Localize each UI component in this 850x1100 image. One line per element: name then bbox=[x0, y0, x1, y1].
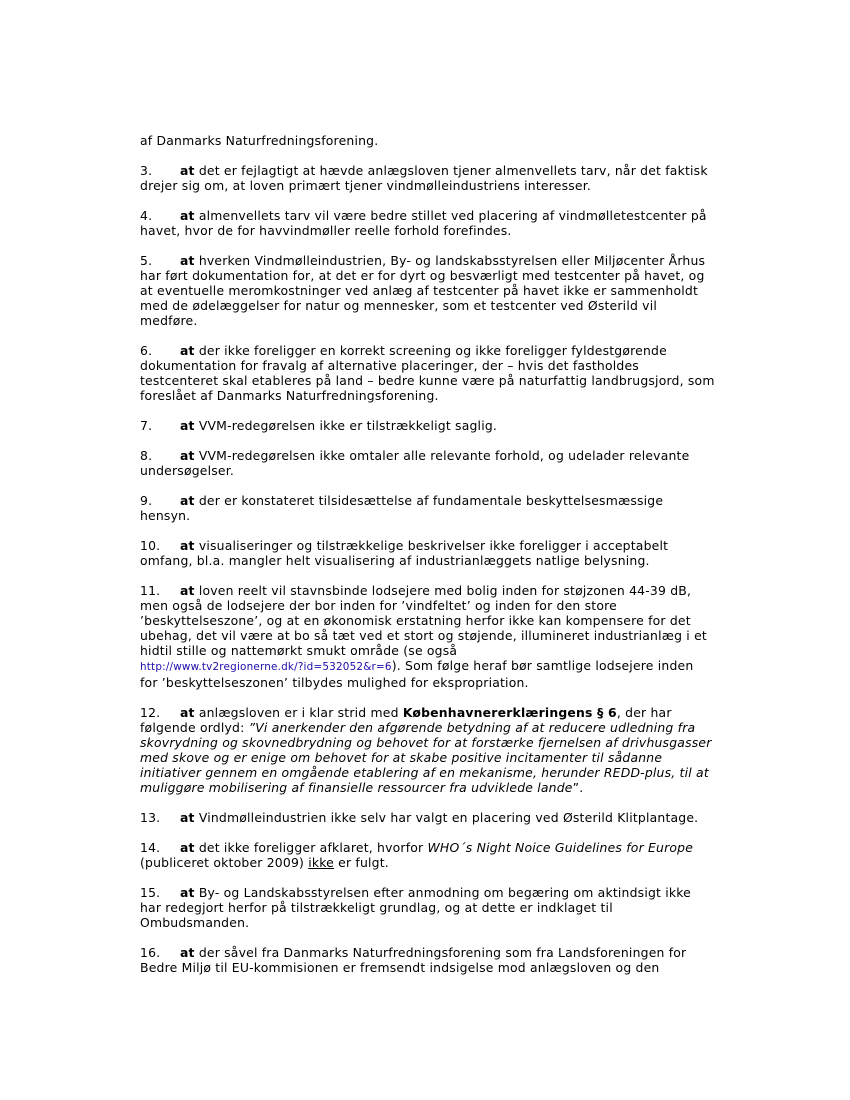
item-text-continued: ). Som følge heraf bør samtlige lodsejere inden for ’beskyttelseszonen’ tilbydes mulighed for ekspropriation. bbox=[140, 658, 694, 690]
list-item bbox=[140, 583, 715, 690]
item-number: 10. bbox=[140, 538, 161, 553]
list-item bbox=[140, 493, 715, 523]
quote-end: ”. bbox=[572, 780, 584, 795]
emphasis-ikke: ikke bbox=[308, 855, 334, 870]
item-number: 12. bbox=[140, 705, 161, 720]
item-text: der ikke foreligger en korrekt screening og ikke foreligger fyldestgørende dokumentation for fravalg af alternative placeringer, der – hvis det fastholdes testcenteret skal etableres på land – bedre kunne være på naturfattig landbrugsjord, som foreslået af Danmarks Naturfredningsforening. bbox=[140, 343, 715, 403]
item-keyword: at bbox=[180, 163, 195, 178]
item-text: der er konstateret tilsidesættelse af fundamentale beskyttelsesmæssige hensyn. bbox=[140, 493, 664, 523]
item-number: 9. bbox=[140, 493, 153, 508]
item-text: visualiseringer og tilstrækkelige beskrivelser ikke foreligger i acceptabelt omfang, bl.a. mangler helt visualisering af industrianlæggets natlige belysning. bbox=[140, 538, 669, 568]
list-item bbox=[140, 885, 715, 930]
list-item bbox=[140, 418, 715, 433]
item-keyword: at bbox=[180, 945, 195, 960]
list-item bbox=[140, 705, 715, 795]
list-item bbox=[140, 448, 715, 478]
item-number: 8. bbox=[140, 448, 153, 463]
item-keyword: at bbox=[180, 418, 195, 433]
declaration-reference: Københavnererklæringens § 6 bbox=[402, 705, 617, 720]
item-keyword: at bbox=[180, 253, 195, 268]
list-item bbox=[140, 253, 715, 328]
list-item bbox=[140, 810, 715, 825]
item-keyword: at bbox=[180, 538, 195, 553]
item-keyword: at bbox=[180, 583, 195, 598]
list-item bbox=[140, 163, 715, 193]
item-keyword: at bbox=[180, 493, 195, 508]
list-item bbox=[140, 945, 715, 975]
item-text: VVM-redegørelsen ikke omtaler alle relevante forhold, og udelader relevante undersøgelser. bbox=[140, 448, 690, 478]
item-number: 14. bbox=[140, 840, 161, 855]
list-item bbox=[140, 208, 715, 238]
item-number: 16. bbox=[140, 945, 161, 960]
item-keyword: at bbox=[180, 840, 195, 855]
item-number: 5. bbox=[140, 253, 153, 268]
item-text: VVM-redegørelsen ikke er tilstrækkeligt saglig. bbox=[198, 418, 498, 433]
item-text: der såvel fra Danmarks Naturfredningsforening som fra Landsforeningen for Bedre Miljø til EU-kommisionen er fremsendt indsigelse mod anlægsloven og den bbox=[140, 945, 687, 975]
list-item bbox=[140, 343, 715, 403]
tv2-link[interactable]: http://www.tv2regionerne.dk/?id=532052&r=6 bbox=[140, 661, 392, 673]
item-number: 4. bbox=[140, 208, 153, 223]
item-keyword: at bbox=[180, 448, 195, 463]
item-keyword: at bbox=[180, 208, 195, 223]
item-text-end: er fulgt. bbox=[338, 855, 389, 870]
item-number: 13. bbox=[140, 810, 161, 825]
item-text: loven reelt vil stavnsbinde lodsejere med bolig inden for støjzonen 44-39 dB, men også de lodsejere der bor inden for ’vindfeltet’ og inden for den store ’beskyttelseszone’, og at en økonomisk erstatning herfor ikke kan kompensere for det ubehag, det vil være at bo så tæt ved et stort og støjende, illumineret industrianlæg i et hidtil stille og nattemørkt smukt område (se også bbox=[140, 583, 707, 658]
item-number: 7. bbox=[140, 418, 153, 433]
item-text-continued: , der har følgende ordlyd: bbox=[140, 705, 672, 735]
item-number: 3. bbox=[140, 163, 153, 178]
item-text: det ikke foreligger afklaret, hvorfor bbox=[198, 840, 424, 855]
item-keyword: at bbox=[180, 810, 195, 825]
item-text: Vindmølleindustrien ikke selv har valgt en placering ved Østerild Klitplantage. bbox=[198, 810, 699, 825]
document-body bbox=[140, 133, 715, 990]
item-text: anlægsloven er i klar strid med bbox=[198, 705, 399, 720]
item-keyword: at bbox=[180, 705, 195, 720]
intro-text: af Danmarks Naturfredningsforening. bbox=[140, 133, 379, 148]
list-item bbox=[140, 538, 715, 568]
publication-note: (publiceret oktober 2009) bbox=[140, 855, 305, 870]
item-keyword: at bbox=[180, 343, 195, 358]
item-text: det er fejlagtigt at hævde anlægsloven tjener almenvellets tarv, når det faktisk drejer sig om, at loven primært tjener vindmølleindustriens interesser. bbox=[140, 163, 708, 193]
intro-paragraph bbox=[140, 133, 715, 148]
declaration-quote: ”Vi anerkender den afgørende betydning af at reducere udledning fra skovrydning og skovnedbrydning og behovet for at forstærke fjernelsen af drivhusgasser med skove og er enige om behovet for at skabe positive incitamenter til sådanne initiativer gennem en omgående etablering af en mekanisme, herunder REDD-plus, til at muliggøre mobilisering af finansielle ressourcer fra udviklede lande bbox=[140, 720, 712, 795]
guidelines-title: WHO´s Night Noice Guidelines for Europe bbox=[427, 840, 694, 855]
list-item bbox=[140, 840, 715, 870]
item-number: 11. bbox=[140, 583, 161, 598]
item-number: 6. bbox=[140, 343, 153, 358]
item-text: By- og Landskabsstyrelsen efter anmodning om begæring om aktindsigt ikke har redegjort herfor på tilstrækkeligt grundlag, og at dette er indklaget til Ombudsmanden. bbox=[140, 885, 691, 930]
item-text: hverken Vindmølleindustrien, By- og landskabsstyrelsen eller Miljøcenter Århus har ført dokumentation for, at det er for dyrt og besværligt med testcenter på havet, og at eventuelle meromkostninger ved anlæg af testcenter på havet ikke er sammenholdt med de ødelæggelser for natur og mennesker, som et testcenter ved Østerild vil medføre. bbox=[140, 253, 706, 328]
item-text: almenvellets tarv vil være bedre stillet ved placering af vindmølletestcenter på havet, hvor de for havvindmøller reelle forhold forefindes. bbox=[140, 208, 707, 238]
item-number: 15. bbox=[140, 885, 161, 900]
item-keyword: at bbox=[180, 885, 195, 900]
